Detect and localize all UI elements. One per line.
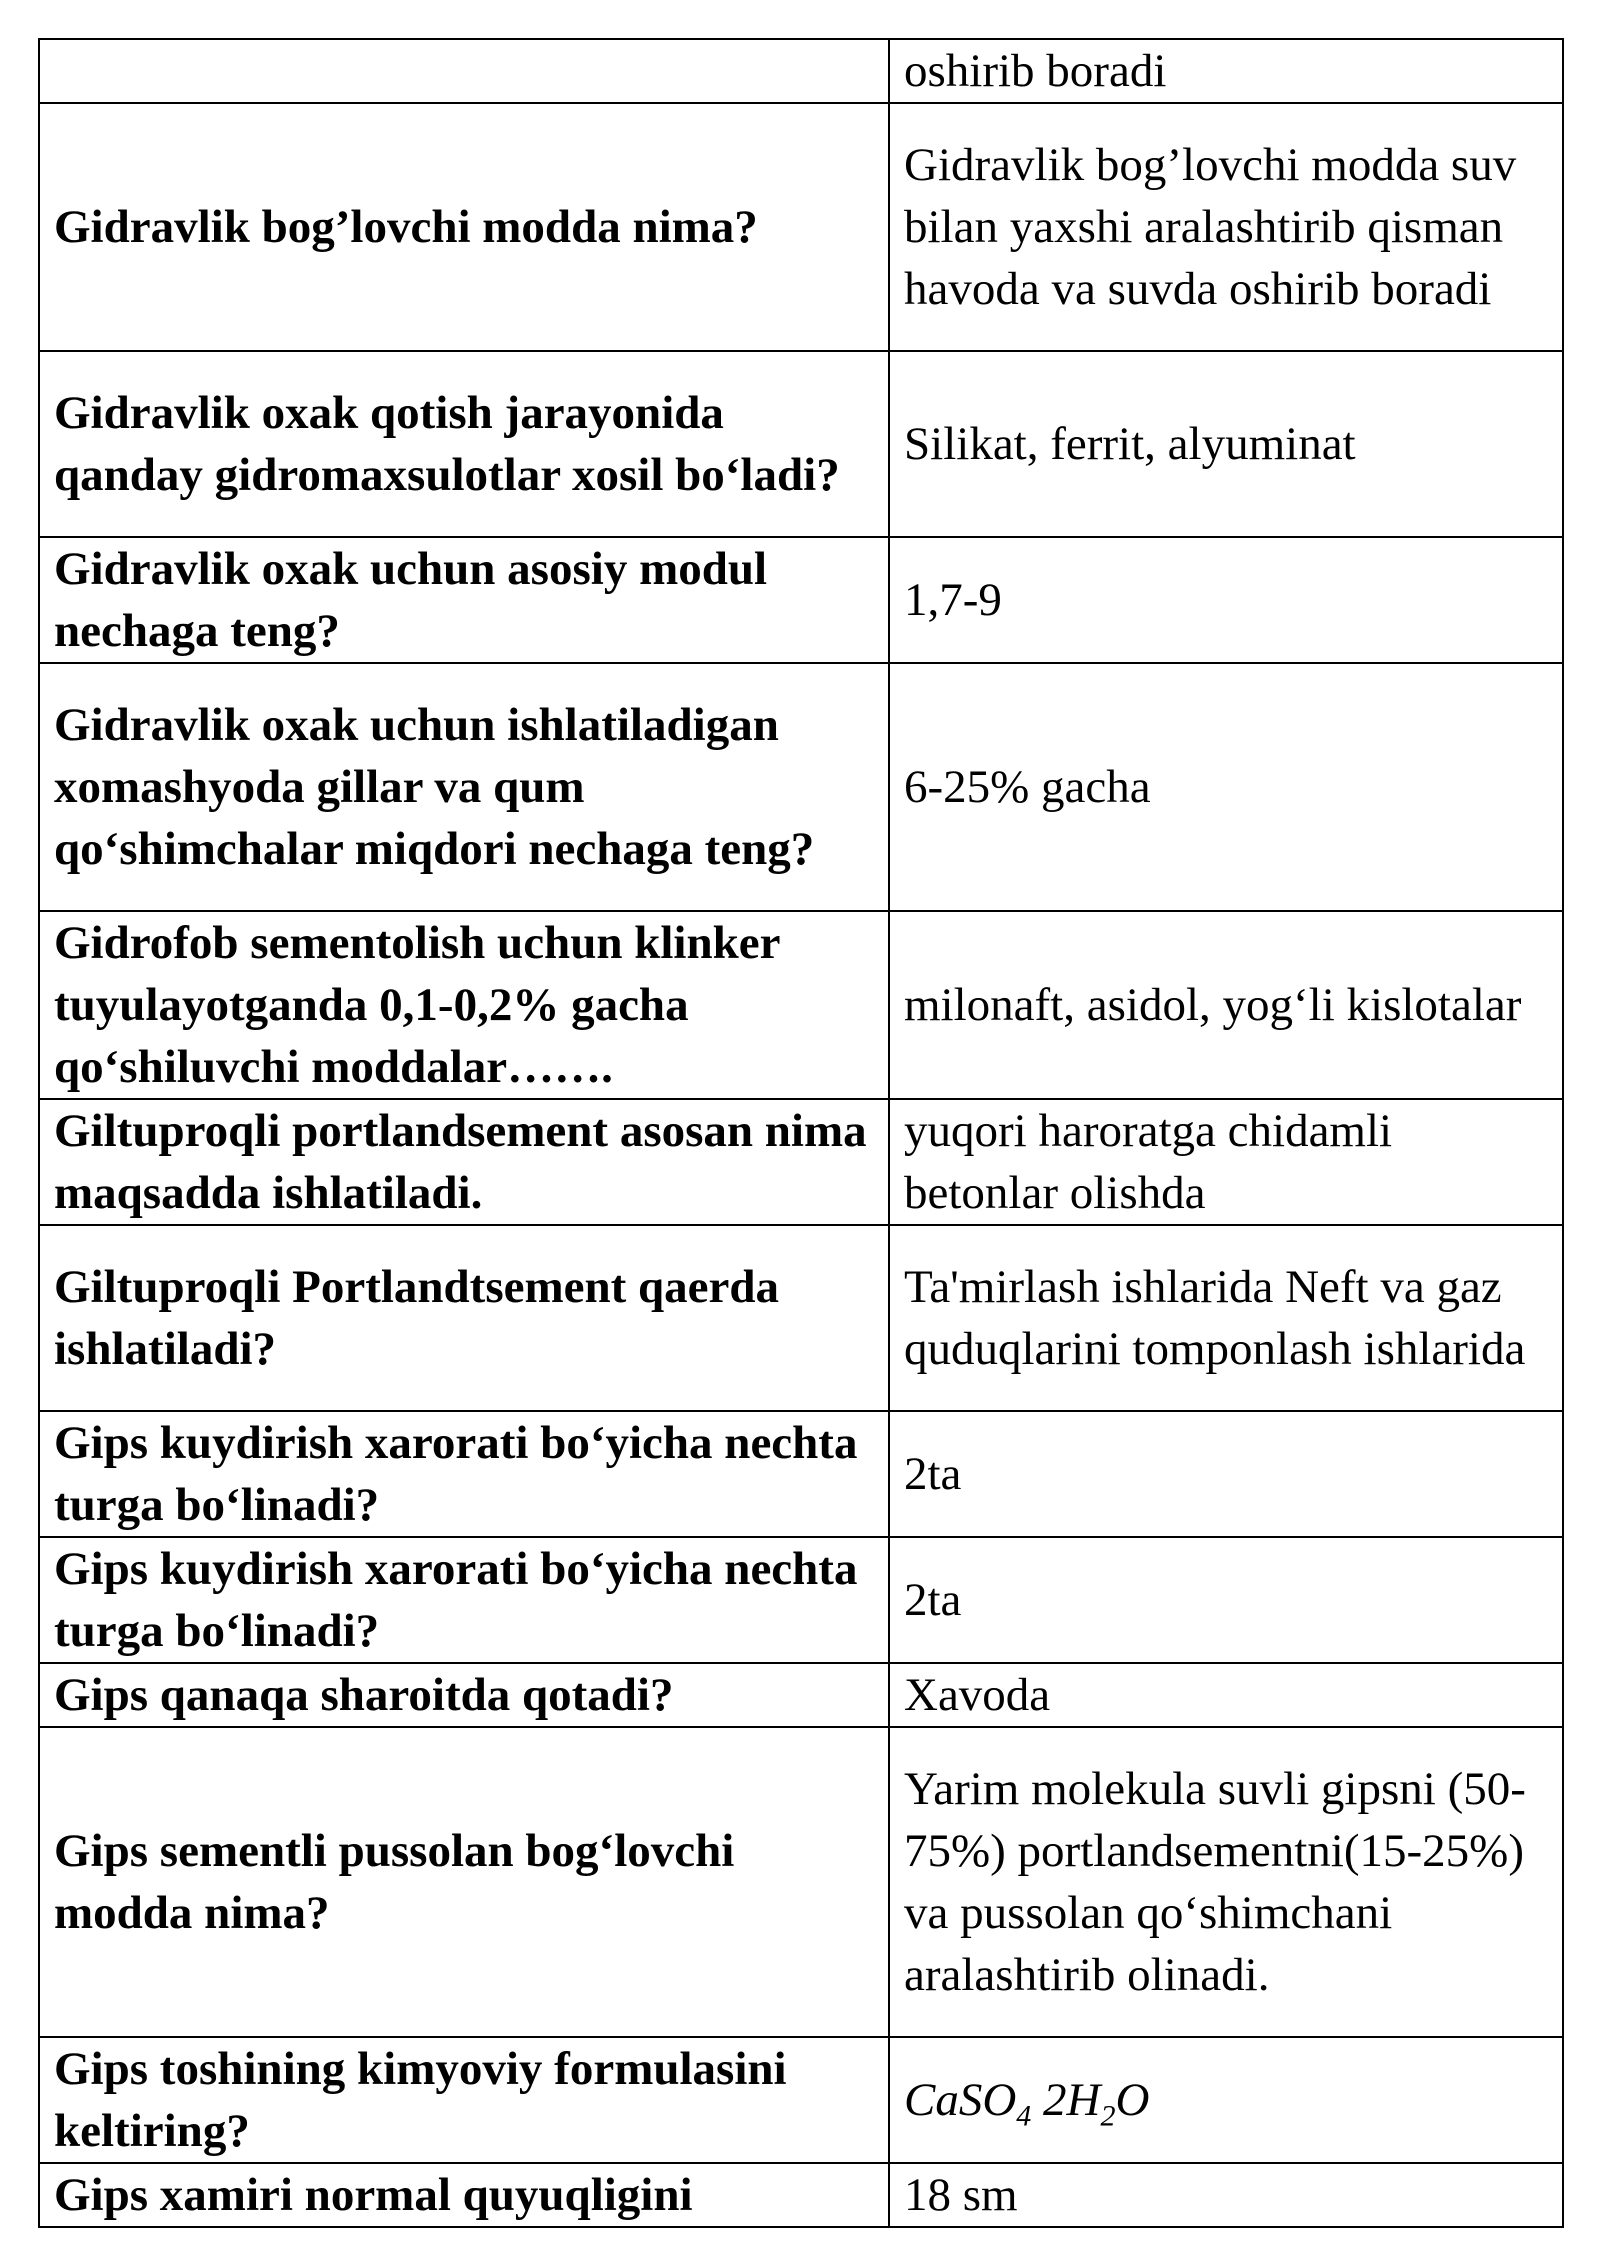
answer-cell	[889, 2037, 1563, 2163]
answer-cell: Gidravlik bog’lovchi modda suv bilan yaxshi aralashtirib qisman havoda va suvda oshirib boradi	[889, 103, 1563, 351]
table-row	[39, 1099, 1563, 1225]
answer-cell: milonaft, asidol, yog‘li kislotalar	[889, 911, 1563, 1099]
answer-cell: Silikat, ferrit, alyuminat	[889, 351, 1563, 537]
table-row	[39, 2037, 1563, 2163]
answer-cell: 2ta	[889, 1537, 1563, 1663]
question-cell: Gips toshining kimyoviy formulasini keltiring?	[39, 2037, 889, 2163]
table-row	[39, 1537, 1563, 1663]
question-cell: Gidravlik bog’lovchi modda nima?	[39, 103, 889, 351]
question-cell: Gidravlik oxak uchun asosiy modul nechaga teng?	[39, 537, 889, 663]
table-row	[39, 537, 1563, 663]
table-row	[39, 39, 1563, 103]
answer-cell: 6-25% gacha	[889, 663, 1563, 911]
table-row	[39, 911, 1563, 1099]
question-cell: Gips kuydirish xarorati bo‘yicha nechta turga bo‘linadi?	[39, 1411, 889, 1537]
table-row	[39, 1663, 1563, 1727]
question-cell: Gips kuydirish xarorati bo‘yicha nechta turga bo‘linadi?	[39, 1537, 889, 1663]
table-row	[39, 1727, 1563, 2037]
answer-cell: Yarim molekula suvli gipsni (50-75%) portlandsementni(15-25%) va pussolan qo‘shimchani aralashtirib olinadi.	[889, 1727, 1563, 2037]
question-cell: Giltuproqli portlandsement asosan nima maqsadda ishlatiladi.	[39, 1099, 889, 1225]
answer-cell: Xavoda	[889, 1663, 1563, 1727]
table-row	[39, 1225, 1563, 1411]
table-row	[39, 103, 1563, 351]
question-cell: Gips sementli pussolan bog‘lovchi modda nima?	[39, 1727, 889, 2037]
qa-table	[38, 38, 1564, 2228]
answer-cell: Ta'mirlash ishlarida Neft va gaz quduqlarini tomponlash ishlarida	[889, 1225, 1563, 1411]
question-cell: Gips qanaqa sharoitda qotadi?	[39, 1663, 889, 1727]
question-cell: Gidravlik oxak qotish jarayonida qanday gidromaxsulotlar xosil bo‘ladi?	[39, 351, 889, 537]
question-cell	[39, 39, 889, 103]
answer-cell: 2ta	[889, 1411, 1563, 1537]
answer-cell: oshirib boradi	[889, 39, 1563, 103]
table-row	[39, 2163, 1563, 2227]
table-row	[39, 351, 1563, 537]
table-row	[39, 1411, 1563, 1537]
answer-cell: 18 sm	[889, 2163, 1563, 2227]
table-row	[39, 663, 1563, 911]
question-cell: Gips xamiri normal quyuqligini	[39, 2163, 889, 2227]
chemical-formula: CaSO$_4$ $2H_2O$	[904, 2074, 1150, 2133]
answer-cell: yuqori haroratga chidamli betonlar olishda	[889, 1099, 1563, 1225]
question-cell: Gidravlik oxak uchun ishlatiladigan xomashyoda gillar va qum qo‘shimchalar miqdori nechaga teng?	[39, 663, 889, 911]
question-cell: Gidrofob sementolish uchun klinker tuyulayotganda 0,1-0,2% gacha qo‘shiluvchi moddalar…….	[39, 911, 889, 1099]
question-cell: Giltuproqli Portlandtsement qaerda ishlatiladi?	[39, 1225, 889, 1411]
answer-cell: 1,7-9	[889, 537, 1563, 663]
